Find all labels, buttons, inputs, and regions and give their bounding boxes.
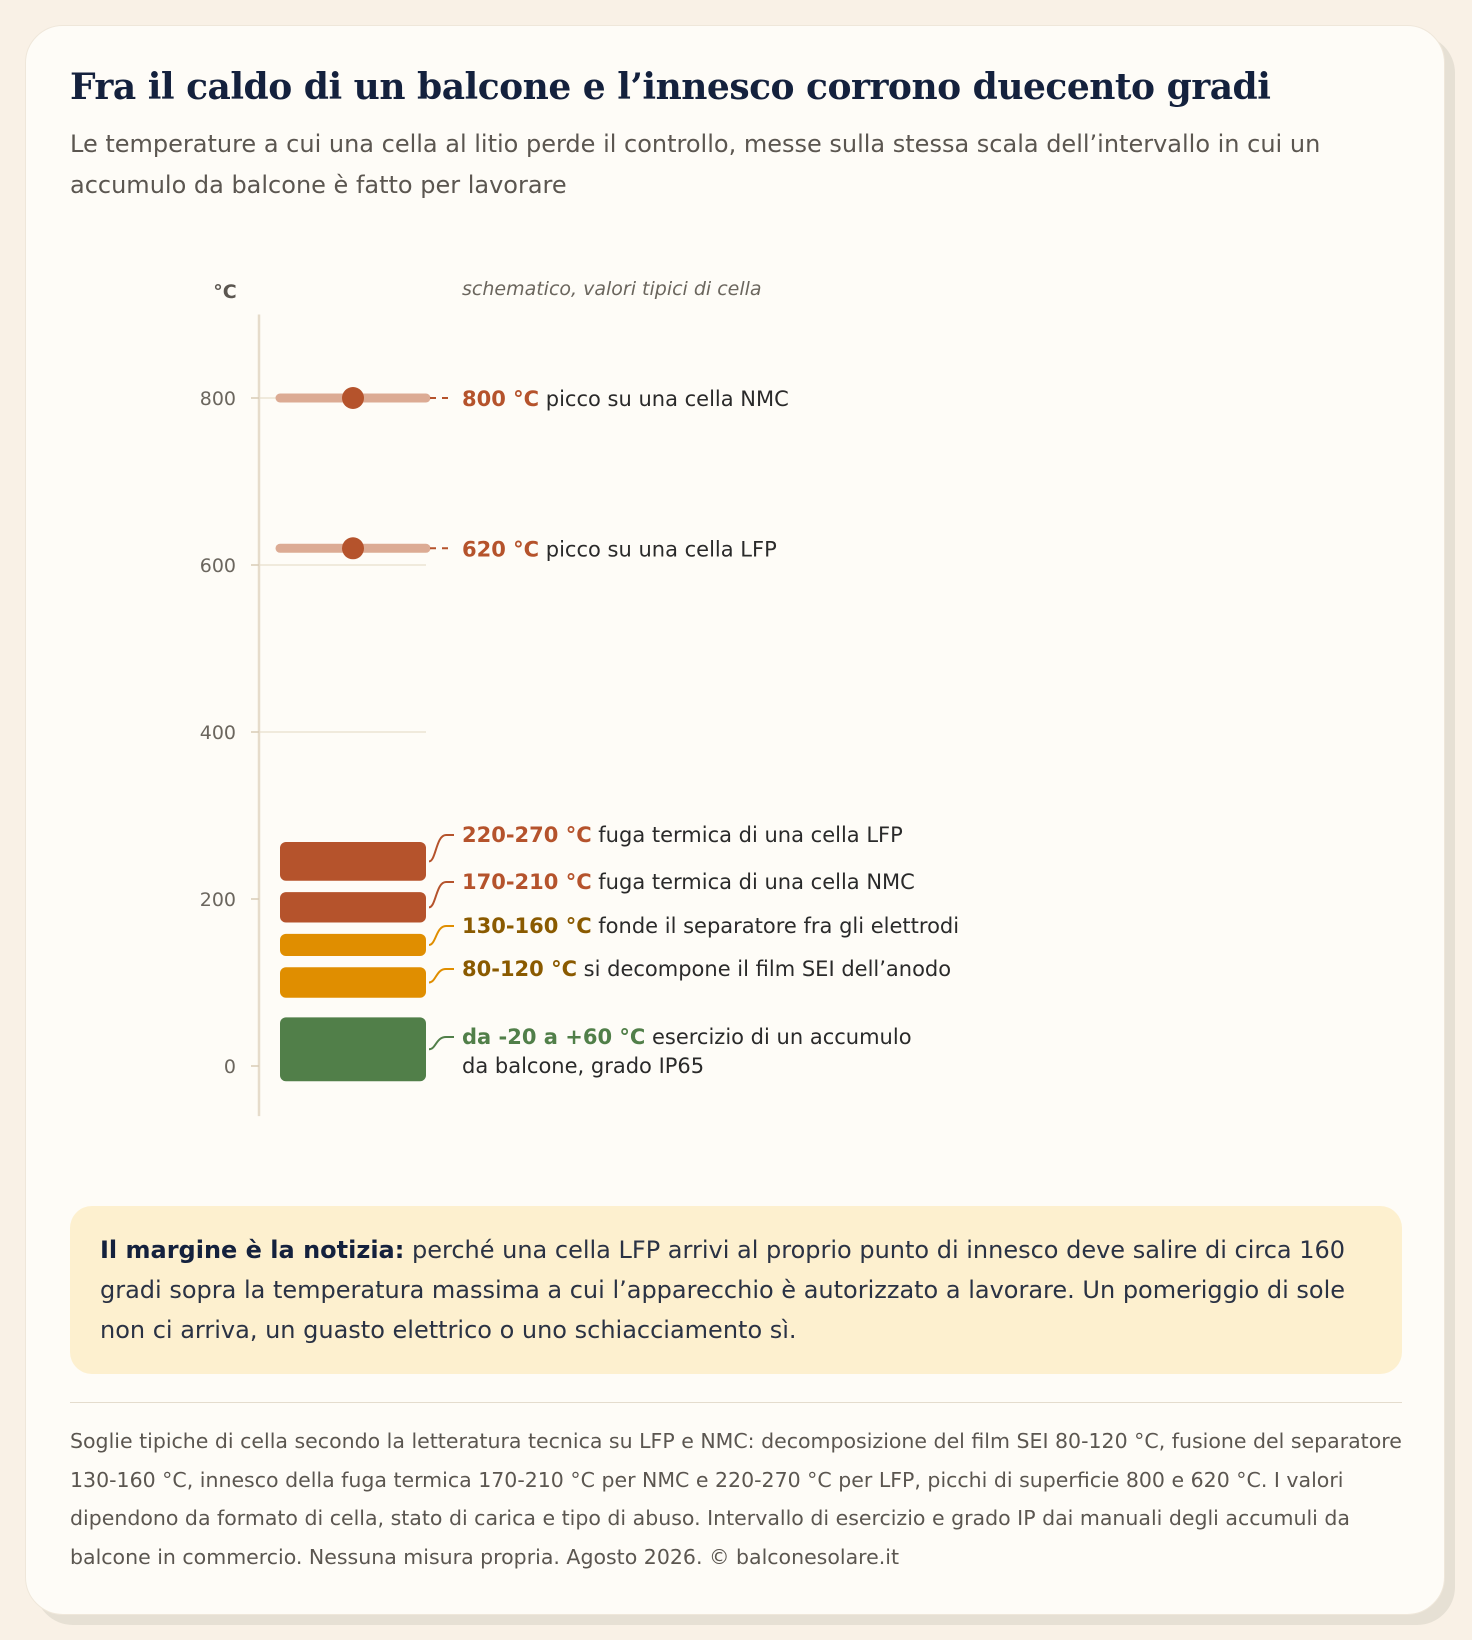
y-tick-label: 800 (199, 388, 236, 410)
range-leader (429, 969, 454, 983)
chart-annotation: schematico, valori tipici di cella (462, 278, 762, 300)
callout-lead: Il margine è la notizia: (100, 1236, 405, 1264)
range-label-value: 130-160 °C (462, 914, 592, 938)
y-tick-label: 0 (223, 1056, 236, 1078)
y-tick-label: 600 (199, 555, 236, 577)
range-label-line2: da balcone, grado IP65 (462, 1054, 705, 1078)
footer-divider (70, 1402, 1402, 1403)
page-subtitle: Le temperature a cui una cella al litio perde il controllo, messe sulla stessa scala dell’intervallo in cui un accumulo da balcone è fatto per lavorare (70, 130, 1321, 199)
y-tick-label: 400 (199, 722, 236, 744)
peak-label-value: 620 °C (462, 537, 540, 562)
range-leader (429, 1037, 454, 1049)
range-label-value: 170-210 °C (462, 870, 592, 894)
peak-label-text: picco su una cella LFP (539, 537, 777, 562)
peak-label (462, 537, 777, 561)
range-label-value: da -20 a +60 °C (462, 1025, 646, 1049)
page-title: Fra il caldo di un balcone e l’innesco corrono duecento gradi (70, 66, 1271, 108)
peak-marker (342, 387, 364, 409)
range-bar (280, 967, 426, 997)
callout-text: perché una cella LFP arrivi al proprio punto di innesco deve salire di circa 160 gradi sopra la temperatura massima a cui l’apparecchio è autorizzato a lavorare. Un pomeriggio di sole non ci arriva, un guasto elettrico o uno schiacciamento sì. (100, 1236, 1346, 1344)
range-label (462, 823, 903, 847)
peak-label (462, 387, 789, 411)
range-label (462, 957, 951, 981)
range-label-value: 80-120 °C (462, 957, 577, 981)
y-tick-label: 200 (199, 889, 236, 911)
range-leader (429, 882, 454, 907)
range-label-text: fonde il separatore fra gli elettrodi (591, 914, 960, 938)
range-label-text: fuga termica di una cella LFP (591, 823, 903, 847)
range-leader (429, 835, 454, 861)
peak-label-value: 800 °C (462, 387, 540, 411)
range-label-value: 220-270 °C (462, 823, 592, 847)
range-bar (280, 842, 426, 881)
callout-box (70, 1206, 1402, 1374)
peak-label-text: picco su una cella NMC (539, 387, 789, 411)
peak-marker (342, 537, 364, 559)
range-label (462, 1025, 912, 1049)
source-footer: Soglie tipiche di cella secondo la letteratura tecnica su LFP e NMC: decomposizione del film SEI 80-120 °C, fusione del separatore 130-160 °C, innesco della fuga termica 170-210 °C per NMC e 220-270 °C per LFP, picchi di superficie 800 e 620 °C. I valori dipendono da formato di cella, stato di carica e tipo di abuso. Intervallo di esercizio e grado IP dai manuali degli accumuli da balcone in commercio. Nessuna misura propria. Agosto 2026. © balconesolare.it (70, 1429, 1402, 1569)
range-label (462, 914, 959, 938)
range-bar (280, 934, 426, 956)
range-bar (280, 892, 426, 922)
y-axis-unit: °C (213, 281, 237, 303)
range-label-text: si decompone il film SEI dell’anodo (577, 957, 952, 981)
range-leader (429, 926, 454, 945)
range-label-text: esercizio di un accumulo (645, 1025, 912, 1049)
range-bar (280, 1017, 426, 1081)
range-label (462, 870, 915, 894)
range-label-text: fuga termica di una cella NMC (591, 870, 915, 894)
